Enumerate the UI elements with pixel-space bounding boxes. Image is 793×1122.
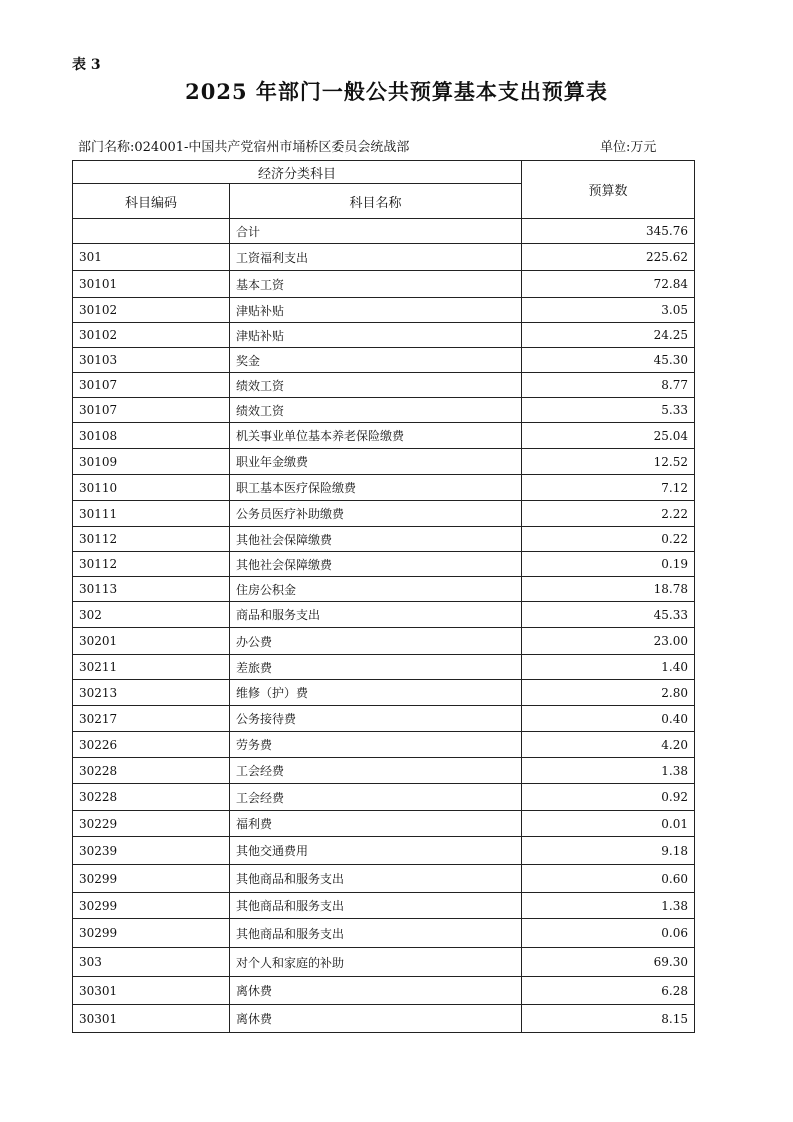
subject-code-cell: 30101 bbox=[73, 271, 230, 298]
subject-name-cell: 公务员医疗补助缴费 bbox=[230, 501, 522, 527]
budget-amount-cell: 8.15 bbox=[522, 1005, 695, 1033]
subject-code-cell: 30113 bbox=[73, 577, 230, 602]
subject-code-cell: 302 bbox=[73, 602, 230, 628]
table-number-label: 表 3 bbox=[72, 57, 101, 73]
department-name: 部门名称:024001-中国共产党宿州市埇桥区委员会统战部 bbox=[78, 140, 410, 155]
budget-amount-cell: 0.01 bbox=[522, 811, 695, 837]
subject-code-cell: 30103 bbox=[73, 348, 230, 373]
subject-code-cell: 30229 bbox=[73, 811, 230, 837]
subject-code-cell: 30211 bbox=[73, 655, 230, 680]
subject-code-cell: 30213 bbox=[73, 680, 230, 706]
subject-name-cell: 工会经费 bbox=[230, 758, 522, 784]
subject-name-cell: 合计 bbox=[230, 219, 522, 244]
subject-name-cell: 职工基本医疗保险缴费 bbox=[230, 475, 522, 501]
budget-amount-cell: 4.20 bbox=[522, 732, 695, 758]
subject-code-cell: 30299 bbox=[73, 893, 230, 919]
subject-code-cell: 30108 bbox=[73, 423, 230, 449]
subject-code-cell: 30112 bbox=[73, 527, 230, 552]
table-row bbox=[73, 784, 695, 811]
table-row bbox=[73, 348, 695, 373]
budget-amount-cell: 9.18 bbox=[522, 837, 695, 865]
subject-name-cell: 办公费 bbox=[230, 628, 522, 655]
subject-code-cell: 30301 bbox=[73, 1005, 230, 1033]
table-row bbox=[73, 398, 695, 423]
subject-name-cell: 绩效工资 bbox=[230, 398, 522, 423]
subject-name-cell: 离休费 bbox=[230, 1005, 522, 1033]
table-row bbox=[73, 948, 695, 977]
budget-amount-cell: 1.40 bbox=[522, 655, 695, 680]
budget-amount-cell: 72.84 bbox=[522, 271, 695, 298]
subject-name-cell: 住房公积金 bbox=[230, 577, 522, 602]
table-row bbox=[73, 423, 695, 449]
subject-name-cell: 差旅费 bbox=[230, 655, 522, 680]
budget-amount-cell: 8.77 bbox=[522, 373, 695, 398]
budget-amount-cell: 45.33 bbox=[522, 602, 695, 628]
budget-amount-cell: 23.00 bbox=[522, 628, 695, 655]
table-row bbox=[73, 1005, 695, 1033]
subject-code-header: 科目编码 bbox=[73, 184, 230, 219]
table-row bbox=[73, 837, 695, 865]
table-row bbox=[73, 527, 695, 552]
table-row bbox=[73, 732, 695, 758]
subject-name-cell: 其他社会保障缴费 bbox=[230, 527, 522, 552]
table-row bbox=[73, 893, 695, 919]
subject-code-cell: 30102 bbox=[73, 298, 230, 323]
subject-name-cell: 奖金 bbox=[230, 348, 522, 373]
subject-code-cell: 30299 bbox=[73, 919, 230, 948]
table-row bbox=[73, 298, 695, 323]
budget-amount-cell: 0.22 bbox=[522, 527, 695, 552]
budget-amount-cell: 7.12 bbox=[522, 475, 695, 501]
subject-code-cell: 303 bbox=[73, 948, 230, 977]
subject-code-cell: 30228 bbox=[73, 784, 230, 811]
budget-amount-cell: 25.04 bbox=[522, 423, 695, 449]
subject-name-cell: 职业年金缴费 bbox=[230, 449, 522, 475]
budget-amount-cell: 345.76 bbox=[522, 219, 695, 244]
budget-amount-cell: 69.30 bbox=[522, 948, 695, 977]
budget-amount-cell: 1.38 bbox=[522, 893, 695, 919]
budget-amount-cell: 225.62 bbox=[522, 244, 695, 271]
subject-code-cell: 30239 bbox=[73, 837, 230, 865]
subject-code-cell: 30110 bbox=[73, 475, 230, 501]
table-row bbox=[73, 552, 695, 577]
table-row bbox=[73, 706, 695, 732]
subject-code-cell: 30102 bbox=[73, 323, 230, 348]
table-row bbox=[73, 323, 695, 348]
table-row bbox=[73, 219, 695, 244]
subject-name-cell: 其他商品和服务支出 bbox=[230, 919, 522, 948]
table-row bbox=[73, 373, 695, 398]
subject-name-cell: 福利费 bbox=[230, 811, 522, 837]
economic-classification-header: 经济分类科目 bbox=[73, 161, 522, 184]
subject-name-cell: 机关事业单位基本养老保险缴费 bbox=[230, 423, 522, 449]
subject-name-cell: 其他商品和服务支出 bbox=[230, 893, 522, 919]
budget-amount-cell: 18.78 bbox=[522, 577, 695, 602]
subject-name-cell: 绩效工资 bbox=[230, 373, 522, 398]
budget-amount-cell: 12.52 bbox=[522, 449, 695, 475]
subject-name-cell: 公务接待费 bbox=[230, 706, 522, 732]
page-title: 2025 年部门一般公共预算基本支出预算表 bbox=[185, 79, 608, 104]
table-row bbox=[73, 811, 695, 837]
table-row bbox=[73, 449, 695, 475]
subject-name-cell: 对个人和家庭的补助 bbox=[230, 948, 522, 977]
subject-code-cell: 30107 bbox=[73, 373, 230, 398]
table-row bbox=[73, 501, 695, 527]
table-row bbox=[73, 919, 695, 948]
subject-name-cell: 维修（护）费 bbox=[230, 680, 522, 706]
subject-code-cell bbox=[73, 219, 230, 244]
subject-code-cell: 30111 bbox=[73, 501, 230, 527]
table-row bbox=[73, 244, 695, 271]
table-row bbox=[73, 655, 695, 680]
subject-name-cell: 津贴补贴 bbox=[230, 298, 522, 323]
budget-amount-cell: 3.05 bbox=[522, 298, 695, 323]
table-row bbox=[73, 602, 695, 628]
subject-name-cell: 基本工资 bbox=[230, 271, 522, 298]
subject-code-cell: 30226 bbox=[73, 732, 230, 758]
subject-code-cell: 30301 bbox=[73, 977, 230, 1005]
subject-code-cell: 30201 bbox=[73, 628, 230, 655]
budget-amount-cell: 2.80 bbox=[522, 680, 695, 706]
budget-amount-cell: 45.30 bbox=[522, 348, 695, 373]
budget-amount-cell: 5.33 bbox=[522, 398, 695, 423]
subject-name-cell: 其他社会保障缴费 bbox=[230, 552, 522, 577]
unit-label: 单位:万元 bbox=[600, 140, 657, 155]
subject-name-cell: 其他商品和服务支出 bbox=[230, 865, 522, 893]
subject-code-cell: 30217 bbox=[73, 706, 230, 732]
subject-name-cell: 工资福利支出 bbox=[230, 244, 522, 271]
subject-code-cell: 30228 bbox=[73, 758, 230, 784]
table-row bbox=[73, 758, 695, 784]
table-body bbox=[73, 219, 695, 1033]
table-row bbox=[73, 977, 695, 1005]
budget-amount-cell: 0.60 bbox=[522, 865, 695, 893]
subject-name-header: 科目名称 bbox=[230, 184, 522, 219]
subject-code-cell: 30112 bbox=[73, 552, 230, 577]
subject-code-cell: 301 bbox=[73, 244, 230, 271]
budget-amount-cell: 0.40 bbox=[522, 706, 695, 732]
subject-name-cell: 劳务费 bbox=[230, 732, 522, 758]
subject-name-cell: 其他交通费用 bbox=[230, 837, 522, 865]
budget-amount-cell: 24.25 bbox=[522, 323, 695, 348]
budget-amount-cell: 0.19 bbox=[522, 552, 695, 577]
subject-name-cell: 商品和服务支出 bbox=[230, 602, 522, 628]
subject-name-cell: 工会经费 bbox=[230, 784, 522, 811]
table-row bbox=[73, 475, 695, 501]
budget-table bbox=[72, 160, 695, 1033]
subject-code-cell: 30299 bbox=[73, 865, 230, 893]
table-row bbox=[73, 577, 695, 602]
budget-amount-cell: 6.28 bbox=[522, 977, 695, 1005]
table-row bbox=[73, 865, 695, 893]
budget-amount-cell: 1.38 bbox=[522, 758, 695, 784]
table-row bbox=[73, 680, 695, 706]
table-row bbox=[73, 271, 695, 298]
budget-amount-cell: 0.92 bbox=[522, 784, 695, 811]
subject-code-cell: 30109 bbox=[73, 449, 230, 475]
subject-name-cell: 离休费 bbox=[230, 977, 522, 1005]
subject-name-cell: 津贴补贴 bbox=[230, 323, 522, 348]
table-row bbox=[73, 628, 695, 655]
budget-amount-header: 预算数 bbox=[522, 161, 695, 219]
budget-amount-cell: 2.22 bbox=[522, 501, 695, 527]
subject-code-cell: 30107 bbox=[73, 398, 230, 423]
budget-amount-cell: 0.06 bbox=[522, 919, 695, 948]
